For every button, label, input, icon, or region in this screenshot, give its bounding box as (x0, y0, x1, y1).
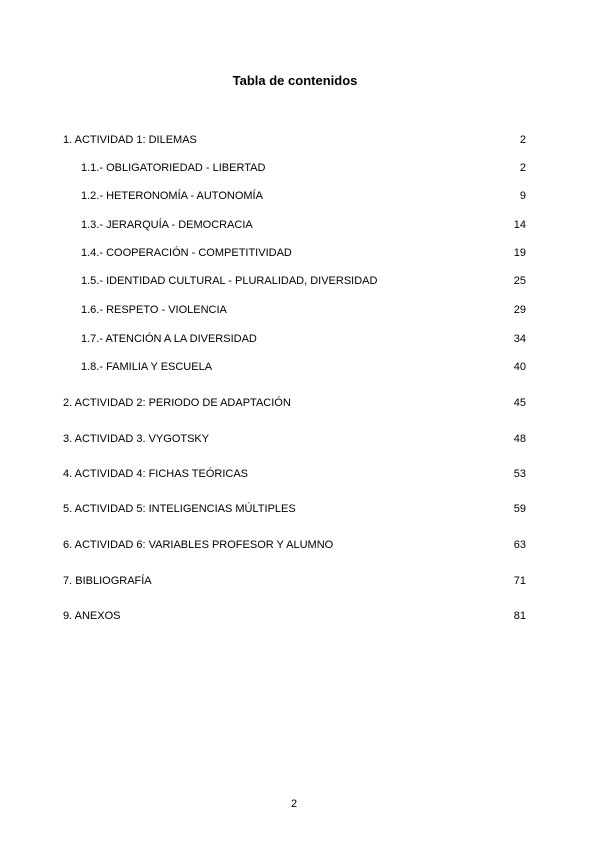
toc-entry-label: 5. ACTIVIDAD 5: INTELIGENCIAS MÚLTIPLES (63, 503, 296, 515)
toc-entry[interactable] (0, 132, 600, 148)
toc-entry[interactable] (0, 395, 600, 411)
toc-entry[interactable] (0, 573, 600, 589)
toc-entry-label: 7. BIBLIOGRAFÍA (63, 575, 152, 587)
toc-entry-page: 34 (513, 333, 526, 345)
toc-entry-label: 1.5.- IDENTIDAD CULTURAL - PLURALIDAD, DIVERSIDAD (81, 275, 378, 287)
toc-entry[interactable] (0, 188, 600, 204)
toc-entry-label: 9. ANEXOS (63, 610, 121, 622)
toc-entry[interactable] (0, 537, 600, 553)
toc-entry[interactable] (0, 273, 600, 289)
toc-entry-page: 63 (513, 539, 526, 551)
toc-entry-label: 1.2.- HETERONOMÍA - AUTONOMÍA (81, 190, 263, 202)
toc-entry[interactable] (0, 245, 600, 261)
toc-entry-page: 2 (519, 134, 526, 146)
toc-entry-page: 9 (519, 190, 526, 202)
toc-entry[interactable] (0, 160, 600, 176)
toc-entry-page: 14 (513, 219, 526, 231)
toc-entry-page: 45 (513, 397, 526, 409)
toc-entry[interactable] (0, 466, 600, 482)
toc-entry[interactable] (0, 359, 600, 375)
toc-entry-page: 81 (513, 610, 526, 622)
toc-entry-page: 71 (513, 575, 526, 587)
toc-entry-label: 1.7.- ATENCIÓN A LA DIVERSIDAD (81, 333, 257, 345)
toc-entry-label: 1.1.- OBLIGATORIEDAD - LIBERTAD (81, 162, 266, 174)
toc-entry-page: 48 (513, 433, 526, 445)
toc-entry[interactable] (0, 217, 600, 233)
toc-entry[interactable] (0, 501, 600, 517)
toc-entry-page: 59 (513, 503, 526, 515)
toc-entry[interactable] (0, 302, 600, 318)
toc-entry-label: 3. ACTIVIDAD 3. VYGOTSKY (63, 433, 210, 445)
toc-entry-label: 6. ACTIVIDAD 6: VARIABLES PROFESOR Y ALUMNO (63, 539, 334, 551)
toc-entry[interactable] (0, 431, 600, 447)
toc-entry-page: 29 (513, 304, 526, 316)
toc-entry-label: 1.8.- FAMILIA Y ESCUELA (81, 361, 213, 373)
page-number: 2 (290, 798, 298, 810)
toc-entry-page: 25 (513, 275, 526, 287)
toc-entry-page: 53 (513, 468, 526, 480)
toc-entry-page: 19 (513, 247, 526, 259)
toc-entry-label: 1.3.- JERARQUÍA - DEMOCRACIA (81, 219, 253, 231)
toc-entry[interactable] (0, 608, 600, 624)
toc-entry-label: 1.4.- COOPERACIÓN - COMPETITIVIDAD (81, 247, 292, 259)
toc-entry[interactable] (0, 331, 600, 347)
toc-entry-label: 2. ACTIVIDAD 2: PERIODO DE ADAPTACIÓN (63, 397, 291, 409)
toc-entry-page: 2 (519, 162, 526, 174)
toc-entry-page: 40 (513, 361, 526, 373)
toc-entry-label: 1. ACTIVIDAD 1: DILEMAS (63, 134, 197, 146)
toc-entry-label: 1.6.- RESPETO - VIOLENCIA (81, 304, 227, 316)
toc-entry-label: 4. ACTIVIDAD 4: FICHAS TEÓRICAS (63, 468, 249, 480)
toc-title: Tabla de contenidos (232, 73, 358, 88)
